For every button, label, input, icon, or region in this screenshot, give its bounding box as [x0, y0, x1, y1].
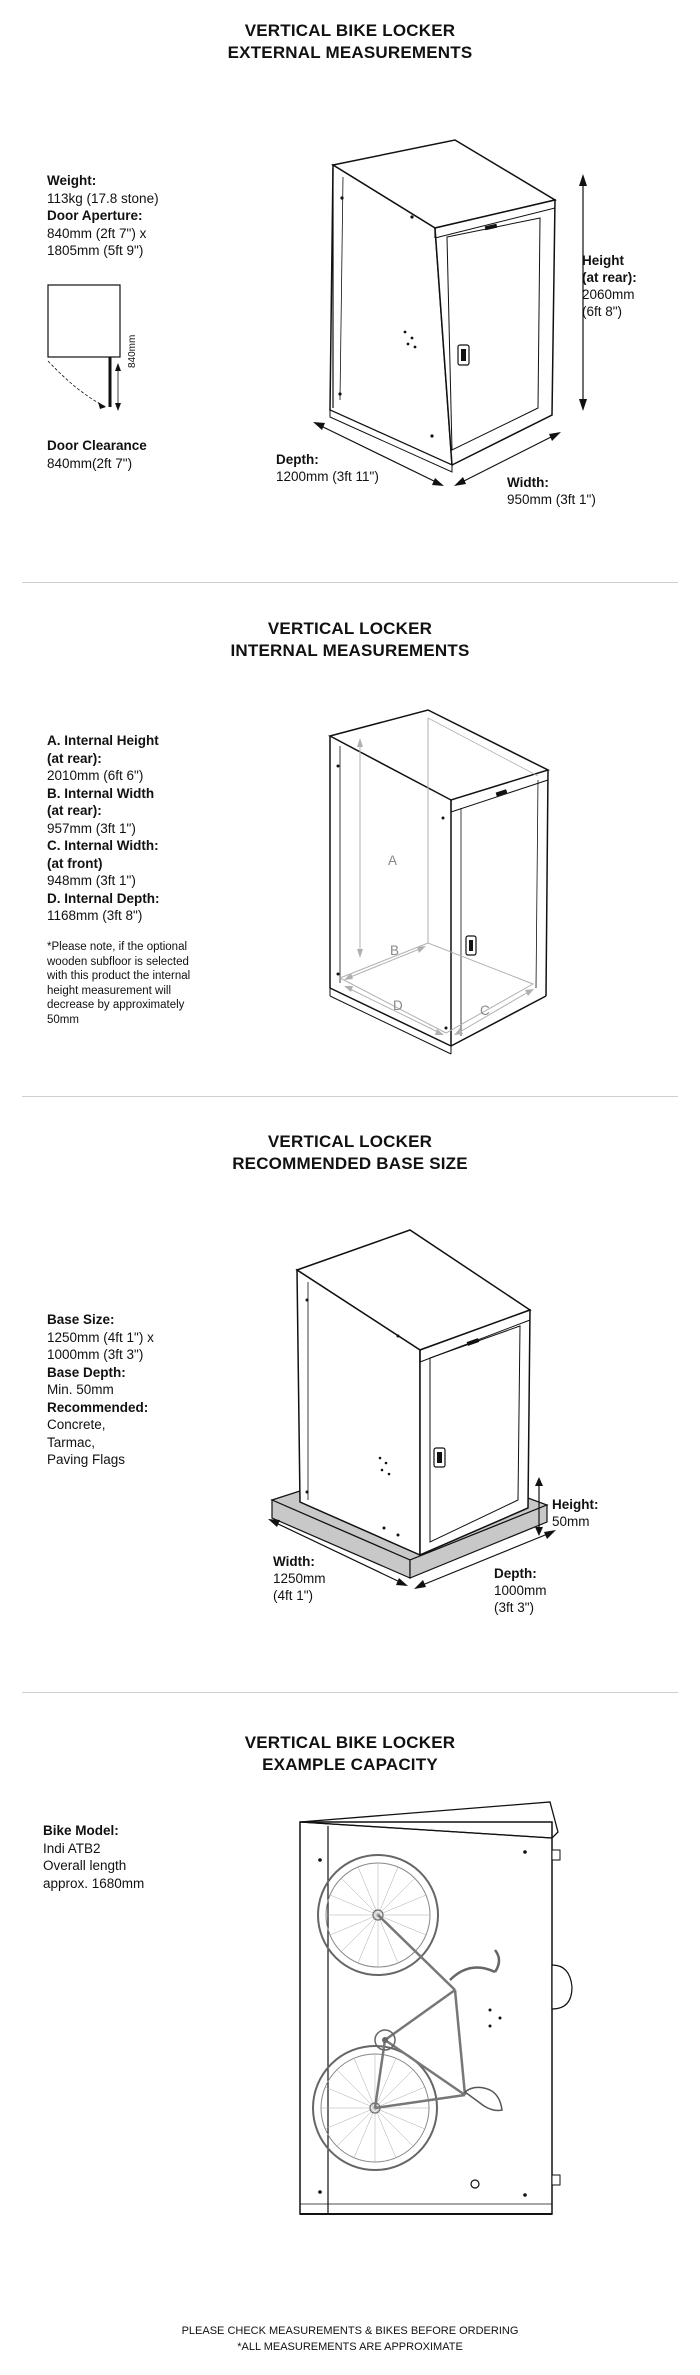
- letter-d: D: [393, 998, 403, 1013]
- depth-label: Depth:: [276, 452, 319, 467]
- b-value: 957mm (3ft 1"): [47, 820, 136, 836]
- base-width-label: [273, 1553, 326, 1604]
- section1-title: [0, 20, 700, 64]
- weight-value: 113kg (17.8 stone): [47, 190, 159, 206]
- clearance-value: 840mm(2ft 7"): [47, 455, 133, 471]
- width-label: Width:: [507, 475, 549, 490]
- height-value-2: (6ft 8"): [582, 304, 623, 319]
- divider-2: [22, 1096, 678, 1097]
- section3-title-line2: RECOMMENDED BASE SIZE: [232, 1154, 468, 1173]
- note-line-5: decrease by approximately: [47, 999, 185, 1011]
- weight-spec: [47, 172, 159, 260]
- letter-a: A: [388, 853, 398, 868]
- base-depth-measure-label: [494, 1565, 547, 1616]
- a-label-1: A. Internal Height: [47, 733, 159, 748]
- recommended-value-3: Paving Flags: [47, 1452, 126, 1467]
- capacity-locker-drawing: [290, 1800, 580, 2240]
- door-swing-diagram: [40, 275, 160, 425]
- letter-c: C: [480, 1003, 490, 1018]
- footer-line-1: PLEASE CHECK MEASUREMENTS & BIKES BEFORE ORDERING: [181, 2325, 519, 2337]
- base-size-label: Base Size:: [47, 1312, 115, 1327]
- a-value: 2010mm (6ft 6"): [47, 768, 144, 783]
- internal-specs: [47, 732, 160, 925]
- base-depth-measure-label-text: Depth:: [494, 1566, 537, 1581]
- footer-note: [0, 2323, 700, 2355]
- base-depth-measure-value-1: 1000mm: [494, 1583, 547, 1598]
- footer-line-2: *ALL MEASUREMENTS ARE APPROXIMATE: [237, 2341, 463, 2353]
- section3-title-line1: VERTICAL LOCKER: [267, 1132, 433, 1151]
- recommended-value-1: Concrete,: [47, 1417, 106, 1432]
- c-value: 948mm (3ft 1"): [47, 873, 136, 888]
- divider-1: [22, 582, 678, 583]
- letter-b: B: [390, 943, 400, 958]
- door-dim-label: 840mm: [127, 334, 138, 368]
- bike-model-value-3: approx. 1680mm: [43, 1875, 145, 1891]
- section2-title-line2: INTERNAL MEASUREMENTS: [230, 641, 470, 660]
- aperture-label: Door Aperture:: [47, 208, 143, 223]
- height-label-1: Height: [582, 253, 624, 268]
- b-label-1: B. Internal Width: [47, 785, 155, 801]
- b-label-2: (at rear):: [47, 803, 102, 818]
- section1-title-line1: VERTICAL BIKE LOCKER: [244, 21, 456, 40]
- note-line-3: with this product the internal: [47, 970, 191, 982]
- bike-model-spec: [43, 1822, 144, 1892]
- section2-title-line1: VERTICAL LOCKER: [267, 619, 433, 638]
- base-size-value-1: 1250mm (4ft 1") x: [47, 1329, 154, 1345]
- c-label-1: C. Internal Width:: [47, 838, 159, 853]
- internal-locker-drawing: [318, 688, 558, 1068]
- section4-title-line2: EXAMPLE CAPACITY: [262, 1755, 438, 1774]
- aperture-value-1: 840mm (2ft 7") x: [47, 225, 147, 241]
- note-line-1: *Please note, if the optional: [47, 941, 188, 953]
- external-width-label: [507, 474, 596, 508]
- base-size-value-2: 1000mm (3ft 3"): [47, 1347, 144, 1362]
- bike-model-value-1: Indi ATB2: [43, 1840, 101, 1856]
- aperture-value-2: 1805mm (5ft 9"): [47, 243, 144, 258]
- bike-model-label: Bike Model:: [43, 1823, 119, 1838]
- note-line-4: height measurement will: [47, 984, 172, 997]
- clearance-label: Door Clearance: [47, 438, 147, 453]
- a-label-2: (at rear):: [47, 750, 102, 766]
- external-depth-label: [276, 451, 379, 485]
- subfloor-note: [47, 940, 190, 1027]
- c-label-2: (at front): [47, 855, 103, 871]
- recommended-value-2: Tarmac,: [47, 1434, 96, 1450]
- section2-title: [0, 618, 700, 662]
- width-value: 950mm (3ft 1"): [507, 492, 596, 507]
- section4-title-line1: VERTICAL BIKE LOCKER: [244, 1733, 456, 1752]
- bike-model-value-2: Overall length: [43, 1858, 127, 1873]
- depth-value: 1200mm (3ft 11"): [276, 469, 379, 484]
- height-label-2: (at rear):: [582, 270, 637, 285]
- base-width-label-text: Width:: [273, 1554, 315, 1569]
- height-value-1: 2060mm: [582, 287, 635, 302]
- base-depth-value: Min. 50mm: [47, 1382, 114, 1397]
- note-line-6: 50mm: [47, 1013, 79, 1026]
- recommended-label: Recommended:: [47, 1399, 149, 1415]
- d-value: 1168mm (3ft 8"): [47, 908, 143, 923]
- base-height-label: [552, 1496, 599, 1530]
- divider-3: [22, 1692, 678, 1693]
- base-width-value-2: (4ft 1"): [273, 1588, 314, 1603]
- section4-title: [0, 1732, 700, 1776]
- clearance-spec: [47, 437, 147, 472]
- base-specs: [47, 1311, 154, 1469]
- base-depth-measure-value-2: (3ft 3"): [494, 1600, 535, 1615]
- external-height-label: [582, 252, 637, 320]
- base-height-label-text: Height:: [552, 1497, 599, 1512]
- base-height-value: 50mm: [552, 1514, 590, 1529]
- weight-label: Weight:: [47, 173, 97, 188]
- note-line-2: wooden subfloor is selected: [47, 955, 189, 968]
- d-label: D. Internal Depth:: [47, 890, 160, 906]
- section1-title-line2: EXTERNAL MEASUREMENTS: [227, 43, 473, 62]
- section3-title: [0, 1131, 700, 1175]
- base-depth-label: Base Depth:: [47, 1364, 126, 1380]
- base-width-value-1: 1250mm: [273, 1571, 326, 1586]
